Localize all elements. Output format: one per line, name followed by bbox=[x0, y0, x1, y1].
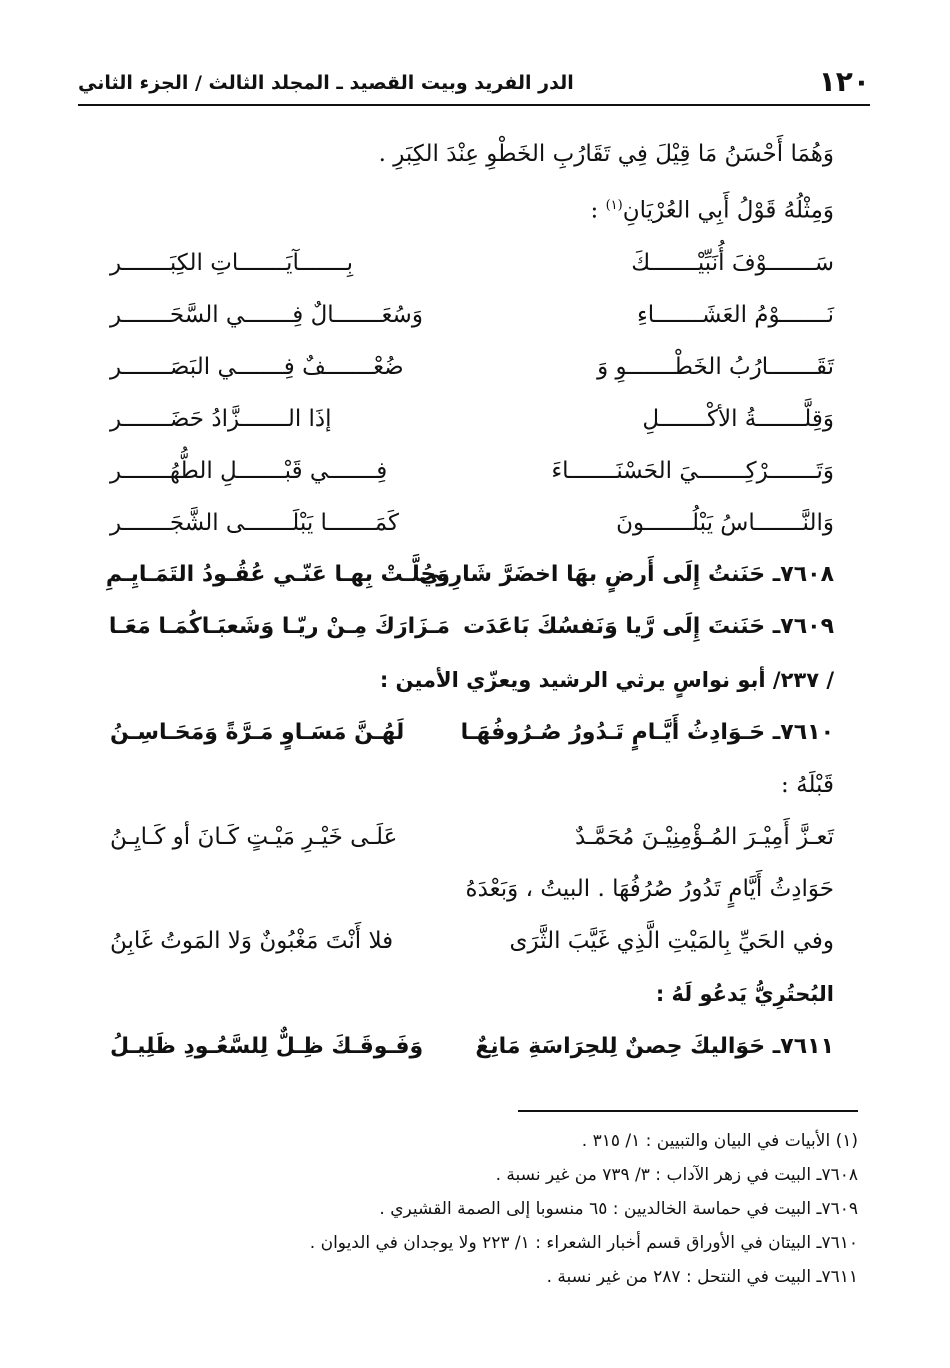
hemistich-first: وَتَـــــــرْكِـــــــيَ الحَسْنَـــــــاءَ bbox=[551, 457, 834, 484]
verse-number: ٧٦٠٩ـ bbox=[772, 613, 834, 639]
hemistich-first: حَـوَادِثُ أَيَّـامٍ تَـدُورُ صُـرُوفُهَـا bbox=[460, 719, 766, 745]
hemistich-first: وَقِلَّـــــــةُ الأكْـــــــلِ bbox=[642, 405, 834, 432]
hemistich-first: حَوَاليكَ حِصنٌ لِلحِرَاسَةِ مَانِعٌ bbox=[475, 1033, 766, 1059]
footnote: (١) الأبيات في البيان والتبيين : ١/ ٣١٥ . bbox=[581, 1131, 858, 1151]
hemistich-second: وَسُعَـــــــالٌ فِـــــــي السَّحَـــــــر bbox=[110, 301, 423, 328]
footnote: ٧٦١١ـ البيت في النتحل : ٢٨٧ من غير نسبة . bbox=[546, 1267, 858, 1287]
hemistich-first: تَقَـــــــارُبُ الخَطْـــــــوِ وَ bbox=[597, 353, 834, 380]
poem-line bbox=[110, 237, 834, 289]
hemistich-first: وَالنَّـــــــاسُ يَبْلُـــــــونَ bbox=[616, 509, 834, 536]
verse-number: ٧٦٠٨ـ bbox=[772, 561, 834, 587]
numbered-verse-7611 bbox=[110, 1021, 834, 1073]
hemistich-second: مَـزَارَكَ مِـنْ ريّـا وَشَعبَـاكُمَـا مَعَـا bbox=[108, 613, 450, 639]
poem-line bbox=[110, 393, 834, 445]
page-body bbox=[105, 128, 834, 1073]
hemistich-second: لَهُـنَّ مَسَـاوٍ مَـرَّةً وَمَحَـاسِـنُ bbox=[110, 719, 405, 745]
after-line: حَوَادِثُ أَيَّامٍ تَدُورُ صُرُفُهَا . البيتُ ، وَبَعْدَهُ bbox=[465, 875, 834, 902]
hemistich-second: بِـــــــآيَـــــــاتِ الكِبَـــــــر bbox=[110, 249, 354, 276]
hemistich-second: وَفَـوقَـكَ ظِـلٌّ لِلسَّعُـودِ ظَلِيـلُ bbox=[110, 1033, 424, 1059]
numbered-verse-7608 bbox=[105, 549, 834, 601]
intro-text: وَمِثْلُهُ قَوْلُ أَبِي العُرْيَانِ bbox=[622, 197, 834, 224]
footnote: ٧٦٠٩ـ البيت في حماسة الخالديين : ٦٥ منسوبا إلى الصمة القشيري . bbox=[379, 1199, 858, 1219]
couplet-before bbox=[110, 811, 834, 863]
hemistich-second: فلا أَنْتَ مَغْبُونٌ وَلا المَوتُ غَابِنُ bbox=[110, 927, 394, 954]
hemistich-first: سَـــــــوْفَ أُنَبِّيْـــــــكَ bbox=[631, 249, 834, 276]
footnote-divider bbox=[518, 1110, 858, 1112]
intro-colon: : bbox=[590, 197, 606, 224]
numbered-verse-7610 bbox=[110, 707, 834, 759]
hemistich-second: إذَا الـــــــزَّادُ حَضَـــــــر bbox=[110, 405, 332, 432]
numbered-verse-7609 bbox=[110, 601, 834, 653]
running-title: الدر الفريد وبيت القصيد ـ المجلد الثالث / الجزء الثاني bbox=[78, 72, 574, 94]
before-label: قَبْلَهُ : bbox=[781, 771, 834, 798]
footnote-marker: (١) bbox=[605, 198, 623, 213]
footnotes bbox=[90, 1124, 858, 1294]
couplet-after bbox=[110, 915, 834, 967]
buhturi-label: البُحتُرِيُّ يَدعُو لَهُ : bbox=[655, 981, 834, 1006]
page-number: ١٢٠ bbox=[818, 65, 870, 98]
prose-line-2 bbox=[110, 180, 834, 237]
footnote: ٧٦١٠ـ البيتان في الأوراق قسم أخبار الشعراء : ١/ ٢٢٣ ولا يوجدان في الديوان . bbox=[309, 1233, 858, 1253]
hemistich-first: حَنَنتُ إِلَى أَرضٍ بهَا اخضَرَّ شَارِبي bbox=[418, 561, 766, 587]
hemistich-second: فِـــــــي قَبْـــــــلِ الطُّهُـــــــر bbox=[110, 457, 388, 484]
poem-line bbox=[110, 289, 834, 341]
hemistich-second: ضُعْـــــــفٌ فِـــــــي البَصَـــــــر bbox=[110, 353, 404, 380]
footnote: ٧٦٠٨ـ البيت في زهر الآداب : ٣/ ٧٣٩ من غير نسبة . bbox=[495, 1165, 858, 1185]
hemistich-second: كَمَـــــــا يَبْلَـــــــى الشَّجَـــــــر bbox=[110, 509, 399, 536]
hemistich-first: حَنَنتَ إِلَى رَّيا وَنَفسُكَ بَاعَدَت bbox=[463, 613, 766, 639]
hemistich-first: وفي الحَيِّ بِالمَيْتِ الَّذِي غَيَّبَ الثَّرَى bbox=[509, 927, 834, 954]
hemistich-first: تَعـزَّ أَمِيْـرَ المُـؤْمِنِيْـنَ مُحَمَّـدٌ bbox=[575, 823, 834, 850]
verse-number: ٧٦١١ـ bbox=[772, 1033, 834, 1059]
hemistich-first: نَـــــــوْمُ العَشَـــــــاءِ bbox=[636, 301, 834, 328]
hemistich-second: عَلَـى خَيْـرِ مَيْـتٍ كَـانَ أو كَـايِـنُ bbox=[110, 823, 398, 850]
poem-line bbox=[110, 445, 834, 497]
hemistich-second: وَحُلَّـتْ بِهـا عَنّـي عُقُـودُ التَمَـايِـمِ bbox=[105, 561, 450, 587]
prose-line-1: وَهُمَا أَحْسَنُ مَا قِيْلَ فِي تَقَارُبِ الخَطْوِ عِنْدَ الكِبَرِ . bbox=[378, 141, 834, 167]
page-header bbox=[78, 60, 870, 106]
poem-line bbox=[110, 497, 834, 549]
poem-line bbox=[110, 341, 834, 393]
verse-number: ٧٦١٠ـ bbox=[772, 719, 834, 745]
poem-block bbox=[110, 237, 834, 549]
section-heading: / ٢٣٧/ أبو نواسٍ يرثي الرشيد ويعزّي الأمين : bbox=[379, 667, 834, 692]
